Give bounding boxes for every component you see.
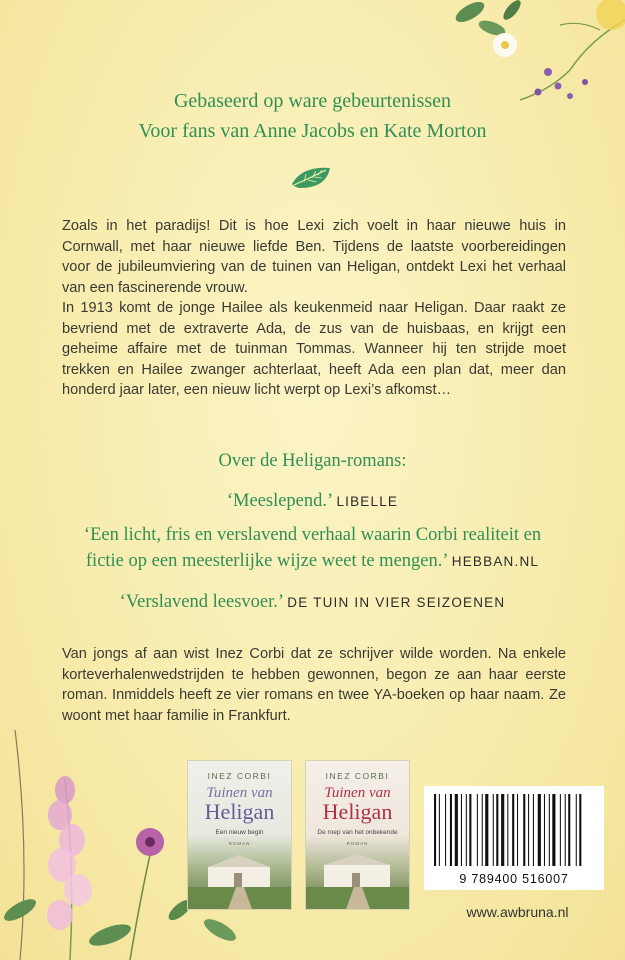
blurb	[62, 216, 566, 401]
book-1-title-line-1: Tuinen van	[206, 785, 273, 801]
leaf-icon	[290, 164, 334, 192]
review-3	[0, 589, 625, 616]
blurb-paragraph-1: Zoals in het paradijs! Dit is hoe Lexi zich voelt in haar nieuwe huis in Cornwall, met haar nieuwe liefde Ben. Tijdens de laatste voorbereidingen voor de jubileumviering van de tuinen van Heligan, ontdekt Lexi het verhaal van een fascinerende vrouw.	[62, 218, 566, 296]
blurb-paragraph-2: In 1913 komt de jonge Hailee als keukenmeid naar Heligan. Daar raakt ze bevriend met de extraverte Ada, de zus van de huisbaas, en krijgt een geheime affaire met de tuinman Tommas. Wanneer hij ten strijde moet trekken en Hailee zwanger achterlaat, heeft Ada een plan dat, meer dan honderd jaar later, een nieuw licht werpt op Lexi’s afkomst…	[62, 300, 566, 398]
book-1-subtitle: Een nieuw begin	[215, 829, 264, 836]
book-cover-2	[305, 760, 410, 910]
book-2-author: INEZ CORBI	[325, 771, 390, 781]
book-1-title-line-2: Heligan	[204, 799, 275, 824]
isbn-barcode	[424, 786, 604, 890]
book-2-subtitle: De roep van het onbekende	[317, 829, 398, 836]
author-bio: Van jongs af aan wist Inez Corbi dat ze schrijver wilde worden. Na enkele korteverhalenwedstrijden te hebben gewonnen, begon ze aan haar eerste roman. Inmiddels heeft ze vier romans en twee YA-boeken op haar naam. Ze woont met haar familie in Frankfurt.	[62, 646, 566, 724]
tagline-true-events: Gebaseerd op ware gebeurtenissen	[173, 90, 452, 112]
book-cover-1	[187, 760, 292, 910]
review-3-quote: ‘Verslavend leesvoer.’	[119, 592, 283, 612]
review-1-quote: ‘Meeslepend.’	[226, 491, 332, 511]
review-1	[0, 488, 625, 515]
review-3-source: DE TUIN IN VIER SEIZOENEN	[287, 595, 506, 610]
book-2-label: ROMAN	[346, 841, 369, 846]
review-2	[0, 522, 625, 575]
book-2-title-line-2: Heligan	[322, 799, 393, 824]
book-2-house-illustration	[306, 851, 409, 909]
isbn-number: 9 789400 516007	[459, 872, 569, 886]
review-2-source: HEBBAN.NL	[451, 554, 540, 569]
review-1-source: LIBELLE	[336, 494, 399, 509]
barcode-bars	[434, 794, 594, 866]
review-2-quote-line-1: ‘Een licht, fris en verslavend verhaal waarin Corbi realiteit en	[83, 525, 542, 545]
reviews-heading: Over de Heligan-romans:	[218, 451, 407, 471]
book-1-house-illustration	[188, 851, 291, 909]
book-1-label: ROMAN	[228, 841, 251, 846]
publisher-url: www.awbruna.nl	[466, 904, 569, 920]
book-1-author: INEZ CORBI	[207, 771, 272, 781]
review-2-quote-line-2: fictie op een meesterlijke wijze weet te mengen.’	[85, 551, 448, 571]
tagline-fans-of: Voor fans van Anne Jacobs en Kate Morton	[138, 120, 487, 142]
book-2-title-line-1: Tuinen van	[324, 785, 391, 801]
